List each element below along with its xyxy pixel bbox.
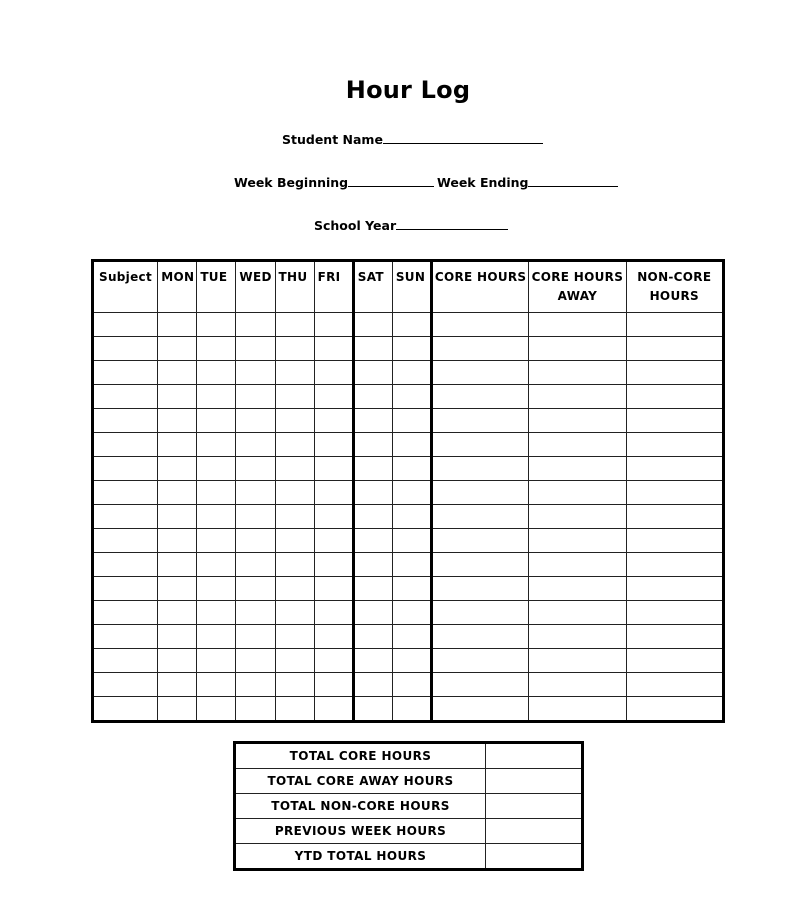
col-header-core-hours: CORE HOURS	[431, 261, 528, 313]
log-cell[interactable]	[529, 337, 626, 361]
log-cell[interactable]	[197, 361, 236, 385]
log-cell[interactable]	[93, 481, 158, 505]
log-cell[interactable]	[236, 337, 275, 361]
log-cell[interactable]	[626, 505, 723, 529]
log-cell[interactable]	[93, 433, 158, 457]
log-cell[interactable]	[197, 337, 236, 361]
log-cell[interactable]	[158, 697, 197, 722]
log-cell[interactable]	[392, 409, 431, 433]
log-cell[interactable]	[275, 649, 314, 673]
log-cell[interactable]	[236, 601, 275, 625]
student-name-blank[interactable]	[383, 133, 543, 144]
log-cell[interactable]	[431, 697, 528, 722]
log-cell[interactable]	[93, 505, 158, 529]
col-header-tue: TUE	[197, 261, 236, 313]
log-cell[interactable]	[314, 409, 353, 433]
log-cell[interactable]	[236, 577, 275, 601]
log-cell[interactable]	[626, 673, 723, 697]
log-cell[interactable]	[93, 385, 158, 409]
col-header-thu: THU	[275, 261, 314, 313]
log-cell[interactable]	[353, 577, 392, 601]
table-row	[93, 625, 724, 649]
log-cell[interactable]	[93, 313, 158, 337]
log-cell[interactable]	[93, 625, 158, 649]
log-cell[interactable]	[197, 625, 236, 649]
log-cell[interactable]	[236, 313, 275, 337]
week-beginning-blank[interactable]	[348, 176, 434, 187]
log-cell[interactable]	[392, 625, 431, 649]
log-cell[interactable]	[353, 409, 392, 433]
log-cell[interactable]	[158, 673, 197, 697]
log-cell[interactable]	[158, 313, 197, 337]
week-ending-blank[interactable]	[528, 176, 618, 187]
log-cell[interactable]	[392, 577, 431, 601]
log-cell[interactable]	[314, 553, 353, 577]
log-cell[interactable]	[275, 457, 314, 481]
log-cell[interactable]	[626, 337, 723, 361]
table-row	[93, 505, 724, 529]
log-cell[interactable]	[314, 577, 353, 601]
log-cell[interactable]	[529, 601, 626, 625]
col-header-non-core-hours	[626, 261, 723, 313]
school-year-field[interactable]	[314, 218, 508, 233]
totals-table	[233, 741, 584, 871]
log-cell[interactable]	[236, 457, 275, 481]
log-cell[interactable]	[197, 433, 236, 457]
core-away-line-1: CORE HOURS	[531, 270, 624, 284]
log-cell[interactable]	[197, 697, 236, 722]
log-cell[interactable]	[353, 529, 392, 553]
log-cell[interactable]	[314, 601, 353, 625]
log-cell[interactable]	[236, 361, 275, 385]
log-cell[interactable]	[158, 361, 197, 385]
log-cell[interactable]	[626, 577, 723, 601]
log-cell[interactable]	[626, 529, 723, 553]
log-cell[interactable]	[529, 505, 626, 529]
totals-row	[235, 743, 583, 769]
totals-value-cell[interactable]	[486, 844, 583, 870]
log-cell[interactable]	[392, 553, 431, 577]
totals-label: TOTAL CORE HOURS	[235, 743, 486, 769]
totals-label: PREVIOUS WEEK HOURS	[235, 819, 486, 844]
log-cell[interactable]	[431, 433, 528, 457]
log-cell[interactable]	[353, 649, 392, 673]
col-header-core-hours-away	[529, 261, 626, 313]
log-cell[interactable]	[314, 625, 353, 649]
totals-row	[235, 794, 583, 819]
table-row	[93, 361, 724, 385]
log-cell[interactable]	[236, 529, 275, 553]
log-cell[interactable]	[626, 553, 723, 577]
totals-row	[235, 819, 583, 844]
log-cell[interactable]	[275, 361, 314, 385]
log-cell[interactable]	[353, 313, 392, 337]
log-cell[interactable]	[93, 409, 158, 433]
log-cell[interactable]	[158, 409, 197, 433]
log-cell[interactable]	[275, 385, 314, 409]
log-cell[interactable]	[197, 385, 236, 409]
log-cell[interactable]	[529, 697, 626, 722]
log-cell[interactable]	[158, 481, 197, 505]
log-cell[interactable]	[392, 433, 431, 457]
log-cell[interactable]	[158, 649, 197, 673]
log-cell[interactable]	[93, 649, 158, 673]
totals-value-cell[interactable]	[486, 743, 583, 769]
log-cell[interactable]	[275, 673, 314, 697]
totals-row	[235, 769, 583, 794]
log-cell[interactable]	[314, 457, 353, 481]
log-cell[interactable]	[236, 409, 275, 433]
table-row	[93, 601, 724, 625]
table-row	[93, 649, 724, 673]
log-cell[interactable]	[431, 481, 528, 505]
log-cell[interactable]	[431, 577, 528, 601]
log-cell[interactable]	[392, 529, 431, 553]
log-cell[interactable]	[197, 601, 236, 625]
core-away-line-2: AWAY	[557, 289, 598, 303]
log-cell[interactable]	[93, 361, 158, 385]
log-cell[interactable]	[529, 553, 626, 577]
log-cell[interactable]	[353, 385, 392, 409]
log-cell[interactable]	[236, 625, 275, 649]
log-cell[interactable]	[626, 385, 723, 409]
log-cell[interactable]	[529, 625, 626, 649]
log-cell[interactable]	[626, 697, 723, 722]
log-cell[interactable]	[197, 409, 236, 433]
log-cell[interactable]	[392, 313, 431, 337]
log-cell[interactable]	[275, 313, 314, 337]
log-cell[interactable]	[353, 625, 392, 649]
log-cell[interactable]	[431, 625, 528, 649]
log-cell[interactable]	[431, 361, 528, 385]
log-cell[interactable]	[236, 649, 275, 673]
log-cell[interactable]	[275, 505, 314, 529]
log-cell[interactable]	[93, 337, 158, 361]
log-cell[interactable]	[626, 313, 723, 337]
log-cell[interactable]	[158, 601, 197, 625]
school-year-label: School Year	[314, 218, 397, 233]
hour-log-table	[91, 259, 725, 723]
table-row	[93, 433, 724, 457]
log-cell[interactable]	[158, 529, 197, 553]
log-cell[interactable]	[529, 385, 626, 409]
log-cell[interactable]	[529, 481, 626, 505]
log-cell[interactable]	[626, 649, 723, 673]
log-cell[interactable]	[392, 601, 431, 625]
totals-label: TOTAL CORE AWAY HOURS	[235, 769, 486, 794]
log-cell[interactable]	[626, 601, 723, 625]
log-cell[interactable]	[314, 649, 353, 673]
week-ending-field[interactable]	[437, 175, 618, 190]
table-row	[93, 673, 724, 697]
log-cell[interactable]	[529, 361, 626, 385]
table-row	[93, 457, 724, 481]
log-cell[interactable]	[275, 481, 314, 505]
log-cell[interactable]	[431, 409, 528, 433]
log-cell[interactable]	[314, 361, 353, 385]
log-cell[interactable]	[197, 673, 236, 697]
totals-value-cell[interactable]	[486, 794, 583, 819]
table-row	[93, 385, 724, 409]
log-cell[interactable]	[353, 337, 392, 361]
log-cell[interactable]	[236, 385, 275, 409]
log-cell[interactable]	[392, 385, 431, 409]
log-cell[interactable]	[314, 337, 353, 361]
totals-value-cell[interactable]	[486, 819, 583, 844]
log-cell[interactable]	[392, 457, 431, 481]
table-row	[93, 481, 724, 505]
log-cell[interactable]	[626, 409, 723, 433]
log-cell[interactable]	[431, 313, 528, 337]
col-header-sun: SUN	[392, 261, 431, 313]
col-header-sat: SAT	[353, 261, 392, 313]
log-cell[interactable]	[158, 553, 197, 577]
log-cell[interactable]	[275, 553, 314, 577]
log-cell[interactable]	[392, 697, 431, 722]
log-cell[interactable]	[392, 337, 431, 361]
col-header-fri: FRI	[314, 261, 353, 313]
page-title: Hour Log	[345, 76, 471, 104]
log-cell[interactable]	[431, 505, 528, 529]
log-cell[interactable]	[93, 697, 158, 722]
log-cell[interactable]	[93, 457, 158, 481]
log-cell[interactable]	[158, 505, 197, 529]
log-cell[interactable]	[529, 433, 626, 457]
log-cell[interactable]	[431, 529, 528, 553]
log-cell[interactable]	[626, 361, 723, 385]
log-cell[interactable]	[236, 673, 275, 697]
log-cell[interactable]	[529, 457, 626, 481]
log-cell[interactable]	[275, 577, 314, 601]
log-cell[interactable]	[275, 625, 314, 649]
log-table-body	[93, 313, 724, 722]
log-cell[interactable]	[275, 529, 314, 553]
log-cell[interactable]	[353, 673, 392, 697]
log-cell[interactable]	[626, 433, 723, 457]
log-cell[interactable]	[236, 505, 275, 529]
header-row	[93, 261, 724, 313]
totals-row	[235, 844, 583, 870]
log-cell[interactable]	[353, 481, 392, 505]
log-cell[interactable]	[236, 481, 275, 505]
school-year-blank[interactable]	[396, 219, 508, 230]
log-cell[interactable]	[158, 577, 197, 601]
log-cell[interactable]	[431, 553, 528, 577]
log-cell[interactable]	[431, 457, 528, 481]
log-cell[interactable]	[431, 673, 528, 697]
log-cell[interactable]	[529, 577, 626, 601]
table-row	[93, 313, 724, 337]
log-cell[interactable]	[529, 313, 626, 337]
week-beginning-label: Week Beginning	[234, 175, 349, 190]
log-cell[interactable]	[197, 505, 236, 529]
table-row	[93, 409, 724, 433]
log-cell[interactable]	[353, 697, 392, 722]
log-cell[interactable]	[314, 385, 353, 409]
log-cell[interactable]	[392, 361, 431, 385]
log-cell[interactable]	[197, 577, 236, 601]
totals-value-cell[interactable]	[486, 769, 583, 794]
log-cell[interactable]	[626, 457, 723, 481]
log-cell[interactable]	[236, 433, 275, 457]
table-row	[93, 337, 724, 361]
table-row	[93, 697, 724, 722]
log-cell[interactable]	[431, 601, 528, 625]
week-beginning-field[interactable]	[234, 175, 434, 190]
log-cell[interactable]	[353, 433, 392, 457]
log-cell[interactable]	[275, 409, 314, 433]
log-cell[interactable]	[236, 553, 275, 577]
log-cell[interactable]	[314, 481, 353, 505]
log-cell[interactable]	[314, 697, 353, 722]
log-cell[interactable]	[197, 313, 236, 337]
log-cell[interactable]	[314, 673, 353, 697]
log-cell[interactable]	[93, 577, 158, 601]
log-cell[interactable]	[275, 601, 314, 625]
col-header-subject: Subject	[93, 261, 158, 313]
log-cell[interactable]	[529, 529, 626, 553]
log-cell[interactable]	[93, 673, 158, 697]
log-cell[interactable]	[431, 385, 528, 409]
log-cell[interactable]	[93, 529, 158, 553]
totals-table-body	[235, 743, 583, 870]
student-name-label: Student Name	[282, 132, 383, 147]
log-cell[interactable]	[353, 553, 392, 577]
log-cell[interactable]	[529, 409, 626, 433]
table-row	[93, 577, 724, 601]
log-cell[interactable]	[275, 337, 314, 361]
log-cell[interactable]	[93, 553, 158, 577]
log-cell[interactable]	[236, 697, 275, 722]
log-cell[interactable]	[529, 649, 626, 673]
log-cell[interactable]	[392, 673, 431, 697]
log-cell[interactable]	[353, 505, 392, 529]
log-cell[interactable]	[93, 601, 158, 625]
totals-label: YTD TOTAL HOURS	[235, 844, 486, 870]
log-cell[interactable]	[626, 625, 723, 649]
log-cell[interactable]	[158, 337, 197, 361]
log-cell[interactable]	[353, 601, 392, 625]
totals-label: TOTAL NON-CORE HOURS	[235, 794, 486, 819]
log-cell[interactable]	[314, 313, 353, 337]
log-cell[interactable]	[392, 481, 431, 505]
log-cell[interactable]	[431, 649, 528, 673]
noncore-line-2: HOURS	[649, 289, 699, 303]
log-cell[interactable]	[626, 481, 723, 505]
log-cell[interactable]	[158, 385, 197, 409]
log-cell[interactable]	[197, 649, 236, 673]
log-cell[interactable]	[392, 649, 431, 673]
log-cell[interactable]	[275, 697, 314, 722]
week-ending-label: Week Ending	[437, 175, 529, 190]
log-cell[interactable]	[158, 457, 197, 481]
col-header-wed: WED	[236, 261, 275, 313]
log-cell[interactable]	[197, 529, 236, 553]
log-cell[interactable]	[314, 505, 353, 529]
log-cell[interactable]	[392, 505, 431, 529]
log-cell[interactable]	[158, 625, 197, 649]
noncore-line-1: NON-CORE	[637, 270, 712, 284]
log-cell[interactable]	[314, 529, 353, 553]
log-cell[interactable]	[353, 361, 392, 385]
log-cell[interactable]	[529, 673, 626, 697]
log-cell[interactable]	[197, 553, 236, 577]
log-cell[interactable]	[431, 337, 528, 361]
log-cell[interactable]	[158, 433, 197, 457]
table-row	[93, 553, 724, 577]
log-cell[interactable]	[197, 481, 236, 505]
table-row	[93, 529, 724, 553]
student-name-field[interactable]	[282, 132, 543, 147]
log-cell[interactable]	[275, 433, 314, 457]
log-cell[interactable]	[197, 457, 236, 481]
log-cell[interactable]	[314, 433, 353, 457]
log-cell[interactable]	[353, 457, 392, 481]
col-header-mon: MON	[158, 261, 197, 313]
